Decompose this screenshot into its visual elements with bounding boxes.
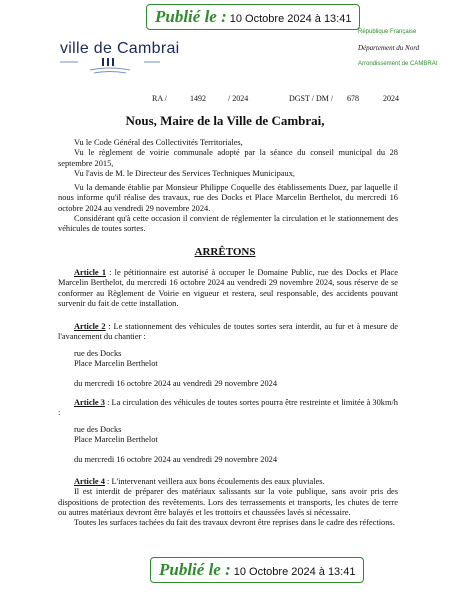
city-logo	[60, 40, 180, 58]
location-line: Place Marcelin Berthelot	[74, 358, 158, 368]
location-line: Place Marcelin Berthelot	[74, 434, 158, 444]
ref-ra-year: / 2024	[228, 94, 249, 103]
article-4-paragraph: Il est interdit de préparer des matériaux salissants sur la voie publique, sans avoir pris des dispositions de protection des revêtements. Lors des terrassements et transports, les chutes de terre ou autres matériaux devront être balayés et les trottoirs et chaussées lavés si nécessaire.	[58, 487, 398, 517]
article-4-label: Article 4	[74, 477, 105, 486]
date-range: du mercredi 16 octobre 2024 au vendredi 29 novembre 2024	[74, 379, 278, 389]
published-stamp-bottom	[150, 557, 364, 583]
article-4	[58, 477, 398, 528]
republique-francaise: République Française	[358, 29, 417, 35]
published-date: 10 Octobre 2024 à 13:41	[233, 566, 356, 578]
vu-line: Vu le Code Général des Collectivités Territoriales,	[74, 138, 243, 147]
logo-name: ville de Cambrai	[60, 40, 180, 57]
article-1-text: : le pétitionnaire est autorisé à occuper le Domaine Public, rue des Docks et Place Marcelin Berthelot, du mercredi 16 octobre 2024 au vendredi 29 novembre 2024, sous réserve de se conformer au Règlement de Voirie en vigueur et restera, seul responsable, des accidents pouvant survenir du fait de cette installation.	[58, 268, 398, 308]
published-stamp-top	[146, 4, 360, 30]
ref-ra-number: 1492	[190, 94, 206, 103]
ref-dgst: DGST / DM /	[289, 94, 334, 103]
departement: Département du Nord	[358, 44, 420, 52]
ref-dgst-number: 678	[347, 94, 359, 103]
demande-paragraph: Vu la demande établie par Monsieur Philippe Coquelle des établissements Duez, par laquelle il nous informe qu'il réalise des travaux, rue des Docks et Place Marcelin Berthelot, du mercredi 16 octobre 2024 au vendredi 29 novembre 2024.	[58, 183, 398, 213]
vu-line: Vu l'avis de M. le Directeur des Services Techniques Municipaux,	[74, 168, 295, 178]
ref-dgst-year: 2024	[383, 94, 399, 103]
date-range: du mercredi 16 octobre 2024 au vendredi 29 novembre 2024	[74, 455, 278, 465]
preamble	[58, 138, 398, 235]
published-date: 10 Octobre 2024 à 13:41	[229, 13, 352, 25]
article-2	[58, 322, 398, 389]
location-line: rue des Docks	[74, 424, 122, 434]
vu-line: Vu le règlement de voirie communale adopté par la séance du conseil municipal du 28 septembre 2015,	[58, 148, 398, 168]
published-label: Publié le :	[159, 560, 231, 579]
logo-graphic-icon	[60, 58, 180, 80]
article-3-label: Article 3	[74, 398, 105, 407]
arrondissement: Arrondissement de CAMBRAI	[358, 61, 438, 67]
article-1-label: Article 1	[74, 268, 107, 277]
republique-block	[358, 28, 440, 68]
ref-ra: RA /	[152, 94, 167, 103]
article-4-paragraph: Toutes les surfaces tachées du fait des travaux devront être reprises dans le cadre des réfections.	[74, 518, 395, 528]
arretons-heading: ARRÊTONS	[194, 246, 256, 258]
article-4-text: : L'intervenant veillera aux bons écoulements des eaux pluviales.	[104, 477, 325, 486]
considerant-paragraph: Considérant qu'à cette occasion il convient de réglementer la circulation et le stationnement des véhicules de toutes sortes.	[58, 214, 398, 234]
article-1	[58, 268, 398, 309]
published-label: Publié le :	[155, 7, 227, 26]
page-title: Nous, Maire de la Ville de Cambrai,	[125, 113, 325, 128]
article-3-text: : La circulation des véhicules de toutes sortes pourra être restreinte et limitée à 30km/h :	[58, 398, 398, 418]
article-3	[58, 398, 398, 465]
article-2-text: : Le stationnement des véhicules de toutes sortes sera interdit, au fur et à mesure de l'avancement du chantier :	[58, 322, 398, 342]
location-line: rue des Docks	[74, 348, 122, 358]
article-2-label: Article 2	[74, 322, 106, 331]
